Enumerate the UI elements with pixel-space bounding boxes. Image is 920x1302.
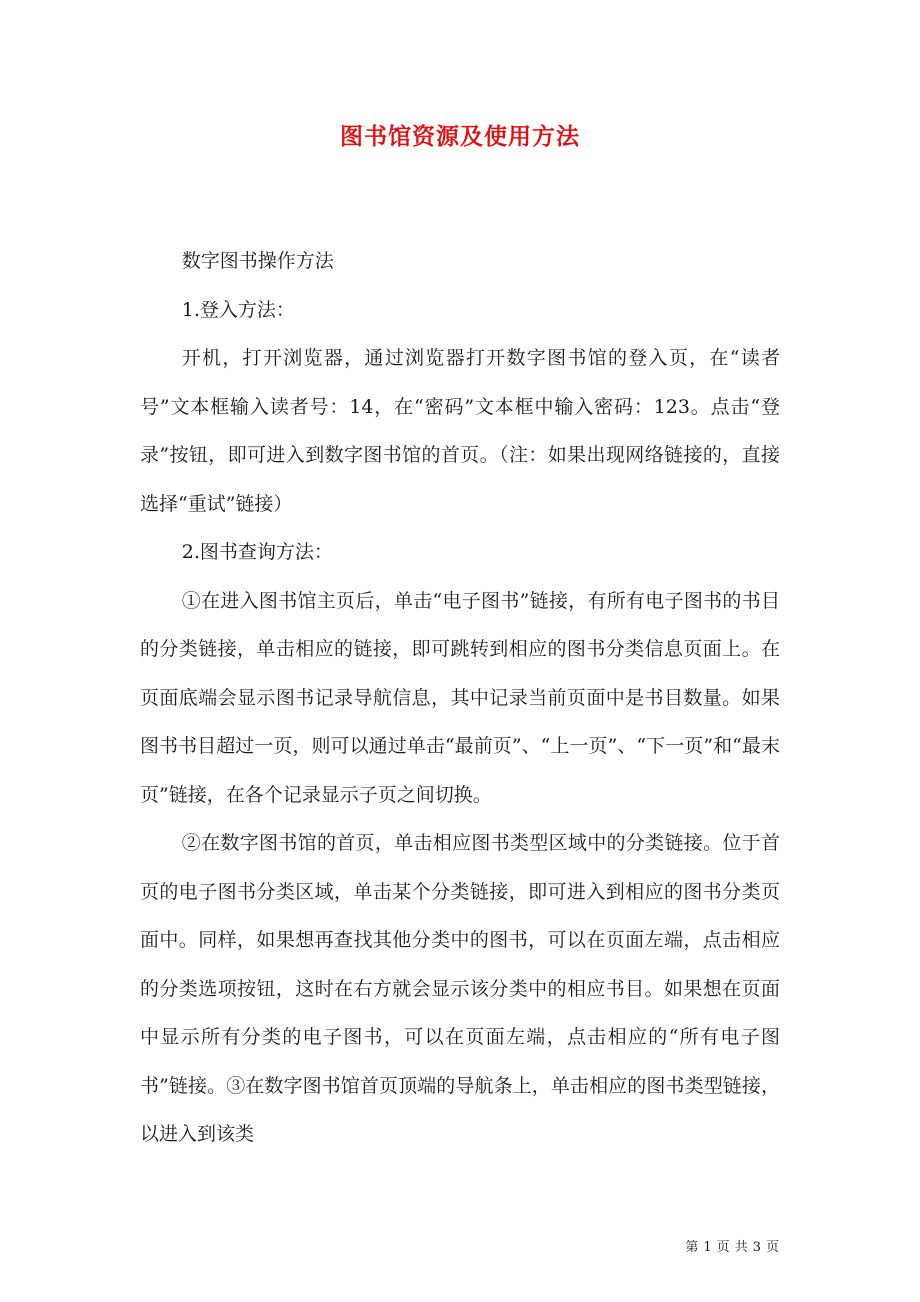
footer-page-unit: 页 bbox=[716, 1240, 731, 1255]
paragraph-login: 开机，打开浏览器，通过浏览器打开数字图书馆的登入页，在“读者号”文本框输入读者号：14，在“密码”文本框中输入密码：123。点击“登录”按钮，即可进入到数字图书馆的首页。（注：如果出现网络链接的，直接选择“重试”链接） bbox=[140, 347, 780, 515]
section-heading: 数字图书操作方法 bbox=[181, 250, 334, 272]
paragraph-search-2: ②在数字图书馆的首页，单击相应图书类型区域中的分类链接。位于首页的电子图书分类区域，单击某个分类链接，即可进入到相应的图书分类页面中。同样，如果想再查找其他分类中的图书，可以在页面左端，点击相应的分类选项按钮，这时在右方就会显示该分类中的相应书目。如果想在页面中显示所有分类的电子图书，可以在页面左端，点击相应的“所有电子图书”链接。③在数字图书馆首页顶端的导航条上，单击相应的图书类型链接，以进入到该类 bbox=[140, 832, 780, 1145]
subsection-heading-search: 2.图书查询方法： bbox=[181, 541, 333, 563]
page-footer bbox=[683, 1236, 782, 1255]
footer-prefix: 第 bbox=[685, 1240, 700, 1255]
page-title: 图书馆资源及使用方法 bbox=[340, 123, 580, 150]
footer-total-prefix: 共 bbox=[734, 1240, 749, 1255]
subsection-heading-login: 1.登入方法： bbox=[181, 298, 295, 321]
footer-current-page: 1 bbox=[703, 1240, 713, 1255]
document-body bbox=[140, 237, 780, 1159]
footer-total-pages: 3 bbox=[752, 1240, 762, 1255]
footer-suffix: 页 bbox=[765, 1240, 780, 1255]
paragraph-search-1: ①在进入图书馆主页后，单击“电子图书”链接，有所有电子图书的书目的分类链接，单击相应的链接，即可跳转到相应的图书分类信息页面上。在页面底端会显示图书记录导航信息，其中记录当前页面中是书目数量。如果图书书目超过一页，则可以通过单击“最前页”、“上一页”、“下一页”和“最末页”链接，在各个记录显示子页之间切换。 bbox=[140, 589, 780, 806]
